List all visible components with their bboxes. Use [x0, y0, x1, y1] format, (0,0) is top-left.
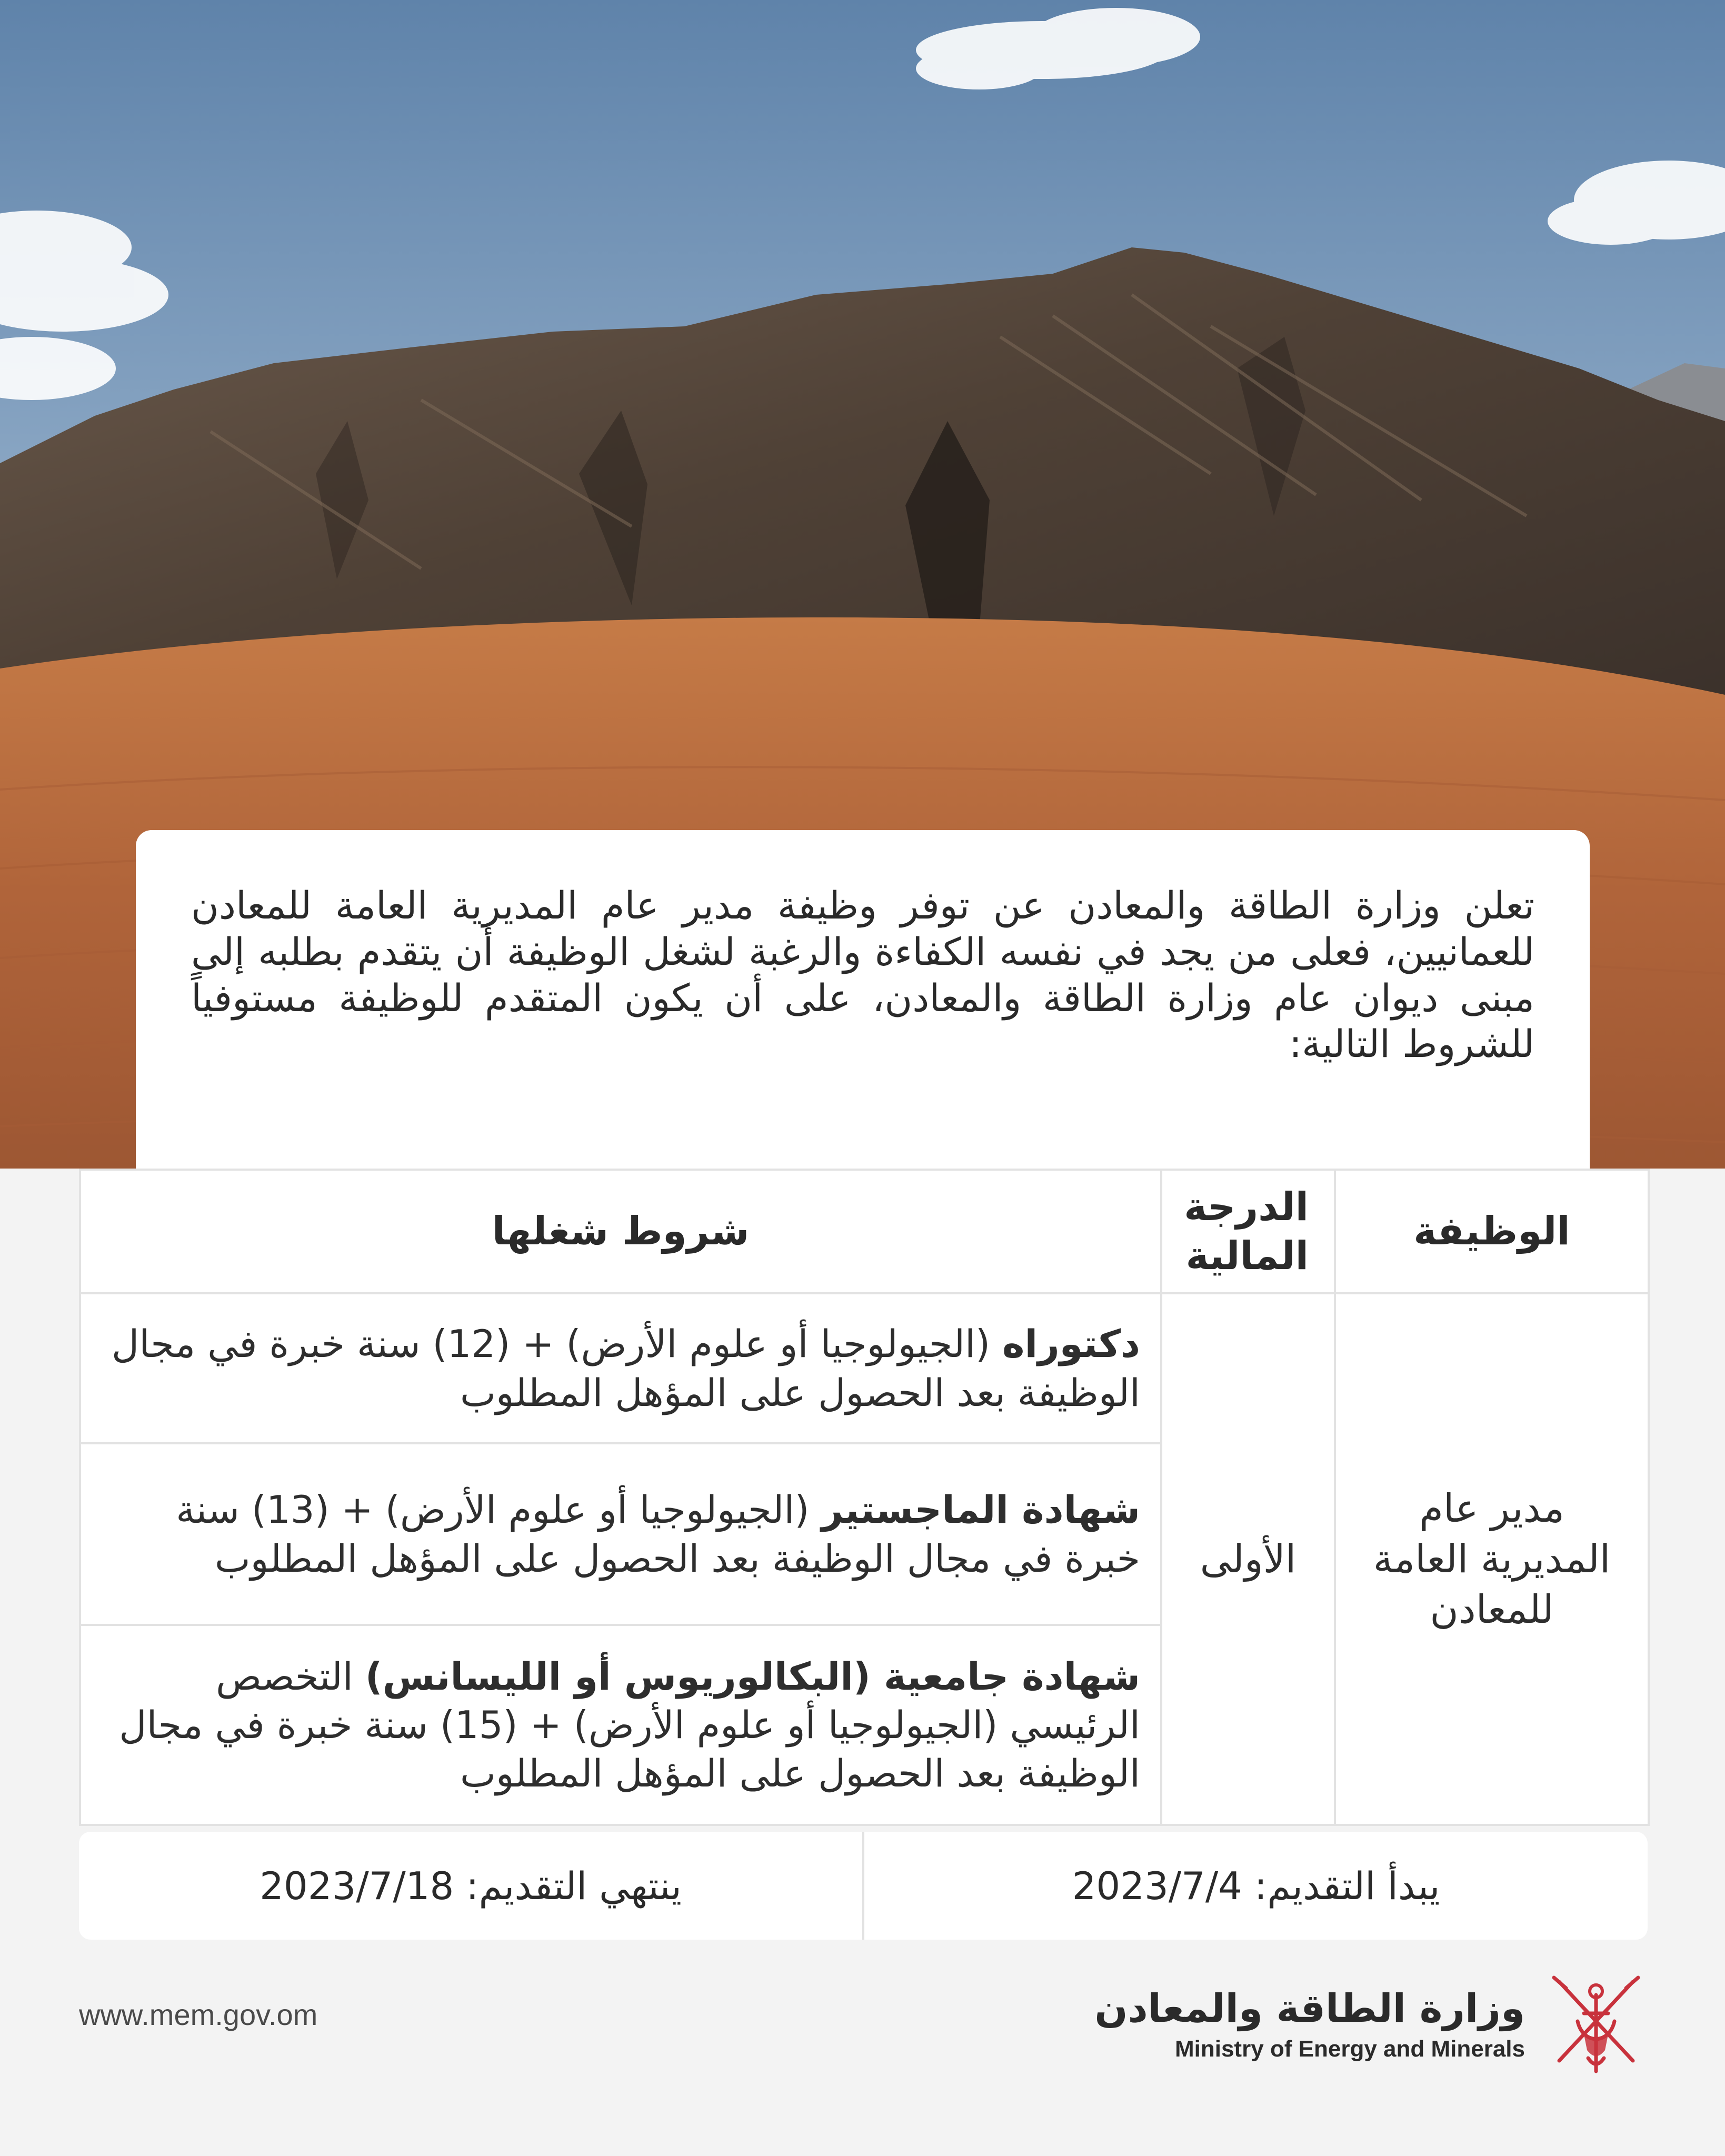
condition-masters-text: (الجيولوجيا أو علوم الأرض) + (13) سنة خبرة في مجال الوظيفة بعد الحصول على المؤهل المطلوب	[176, 1488, 1140, 1581]
website-link[interactable]: www.mem.gov.om	[79, 1998, 318, 2031]
condition-doctorate-text: (الجيولوجيا أو علوم الأرض) + (12) سنة خبرة في مجال الوظيفة بعد الحصول على المؤهل المطلوب	[111, 1322, 1140, 1415]
job-conditions-table	[79, 1169, 1650, 1826]
oman-emblem-icon	[1546, 1971, 1646, 2079]
job-title-cell	[1335, 1293, 1649, 1825]
header-grade: الدرجة المالية	[1161, 1170, 1335, 1293]
condition-bachelor	[80, 1625, 1161, 1825]
job-conditions-table-wrapper	[79, 1169, 1648, 1824]
header-conditions: شروط شغلها	[80, 1170, 1161, 1293]
ministry-name-english: Ministry of Energy and Minerals	[1174, 2035, 1525, 2062]
condition-doctorate	[80, 1293, 1161, 1443]
grade-cell: الأولى	[1161, 1293, 1335, 1825]
table-row	[80, 1293, 1649, 1443]
announcement-intro-card	[136, 830, 1590, 1172]
condition-masters	[80, 1443, 1161, 1625]
ministry-name-arabic: وزارة الطاقة والمعادن	[1094, 1986, 1525, 2032]
application-end-date: ينتهي التقديم: 2023/7/18	[260, 1863, 682, 1908]
application-dates	[79, 1832, 1648, 1940]
table-header-row	[80, 1170, 1649, 1293]
condition-doctorate-title: دكتوراه	[1002, 1322, 1140, 1366]
dates-divider	[862, 1832, 864, 1940]
ministry-logo	[1094, 1971, 1646, 2079]
condition-masters-title: شهادة الماجستير	[821, 1488, 1140, 1532]
application-start-date: يبدأ التقديم: 2023/7/4	[1072, 1863, 1440, 1908]
condition-bachelor-text: التخصص الرئيسي (الجيولوجيا أو علوم الأرض) + (15) سنة خبرة في مجال الوظيفة بعد الحصول على المؤهل المطلوب	[119, 1654, 1140, 1796]
header-job: الوظيفة	[1335, 1170, 1649, 1293]
announcement-text: تعلن وزارة الطاقة والمعادن عن توفر وظيفة مدير عام المديرية العامة للمعادن للعمانيين، فعلى من يجد في نفسه الكفاءة والرغبة لشغل الوظيفة أن يتقدم بطلبه إلى مبنى ديوان عام وزارة الطاقة والمعادن، على أن يكون المتقدم للوظيفة مستوفياً للشروط التالية:	[191, 883, 1534, 1066]
job-title: مدير عام المديرية العامة للمعادن	[1373, 1485, 1611, 1633]
condition-bachelor-title: شهادة جامعية (البكالوريوس أو الليسانس)	[365, 1654, 1140, 1699]
